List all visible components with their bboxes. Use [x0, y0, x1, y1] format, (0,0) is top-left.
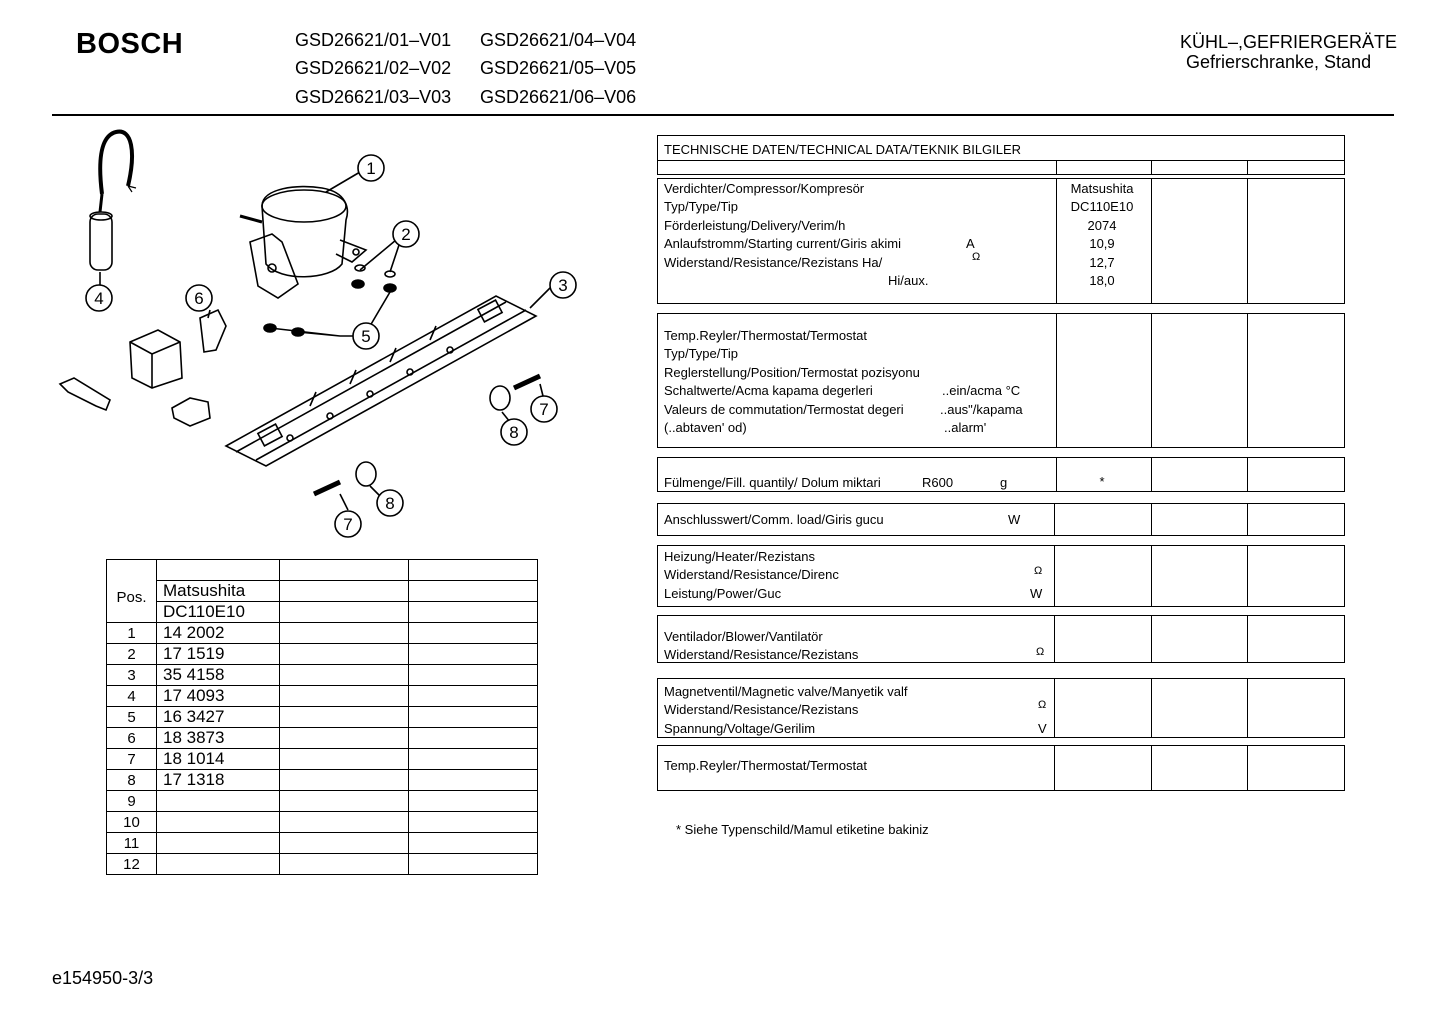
part-number-cell: 17 1519 [157, 644, 280, 665]
unit-label: Ω [972, 251, 981, 263]
compressor-label: Typ/Type/Tip [664, 199, 738, 214]
table-row [107, 707, 538, 728]
unit-label: V [1038, 721, 1047, 736]
pos-cell: 12 [107, 854, 157, 875]
table-row [107, 623, 538, 644]
model-number: GSD26621/04–V04 [480, 30, 637, 50]
callout-label: 4 [94, 289, 104, 308]
pos-cell: 10 [107, 812, 157, 833]
pos-cell: 5 [107, 707, 157, 728]
compressor-label: Verdichter/Compressor/Kompresör [664, 181, 865, 196]
table-row [107, 770, 538, 791]
thermostat2-box [657, 745, 1345, 791]
callout-label: 5 [361, 327, 371, 346]
pos-cell: 9 [107, 791, 157, 812]
pos-header: Pos. [107, 560, 157, 623]
exploded-parts-diagram [40, 122, 630, 552]
load-box [657, 503, 1345, 536]
heater-label: Heizung/Heater/Rezistans [664, 549, 816, 564]
table-row [107, 812, 538, 833]
parts-table [106, 559, 538, 875]
thermostat-suffix: ..ein/acma °C [942, 383, 1021, 398]
pos-cell: 1 [107, 623, 157, 644]
unit-label: Ω [1036, 646, 1045, 658]
model-number: GSD26621/05–V05 [480, 58, 637, 78]
thermostat2-label: Temp.Reyler/Thermostat/Termostat [664, 758, 868, 773]
compressor-label: Förderleistung/Delivery/Verim/h [664, 218, 846, 233]
part-number-cell: 35 4158 [157, 665, 280, 686]
thermostat-label: Temp.Reyler/Thermostat/Termostat [664, 328, 868, 343]
valve-label: Widerstand/Resistance/Rezistans [664, 702, 859, 717]
part-number-cell [157, 791, 280, 812]
callout-label: 3 [558, 276, 568, 295]
pos-cell: 8 [107, 770, 157, 791]
unit-label: Ω [1034, 565, 1043, 577]
table-row [107, 749, 538, 770]
value-cell: 12,7 [1089, 255, 1115, 270]
fill-quantity-box [657, 457, 1345, 492]
callout-label: 7 [539, 400, 549, 419]
refrigerant-label: R600 [922, 475, 954, 490]
unit-label: A [966, 236, 975, 251]
load-label: Anschlusswert/Comm. load/Giris gucu [664, 512, 884, 527]
valve-label: Spannung/Voltage/Gerilim [664, 721, 816, 736]
compressor-label: Hi/aux. [888, 273, 929, 288]
thermostat-label: Reglerstellung/Position/Termostat pozisyonu [664, 365, 920, 380]
model-number: GSD26621/06–V06 [480, 87, 637, 107]
thermostat-label: Typ/Type/Tip [664, 346, 738, 361]
value-cell: Matsushita [1070, 181, 1134, 196]
valve-box [657, 678, 1345, 738]
document-id: e154950-3/3 [52, 968, 154, 988]
table-row [107, 686, 538, 707]
value-cell: * [1099, 474, 1105, 489]
model-number: GSD26621/02–V02 [295, 58, 452, 78]
valve-label: Magnetventil/Magnetic valve/Manyetik valf [664, 684, 908, 699]
callout-label: 6 [194, 289, 204, 308]
table-row [107, 791, 538, 812]
category-subtitle: Gefrierschranke, Stand [1186, 52, 1372, 72]
model-number: GSD26621/03–V03 [295, 87, 452, 107]
compressor-label: Widerstand/Resistance/Rezistans Ha/ [664, 255, 883, 270]
part-number-cell: 17 1318 [157, 770, 280, 791]
part-number-cell [157, 812, 280, 833]
unit-label: W [1030, 586, 1043, 601]
pos-cell: 7 [107, 749, 157, 770]
heater-label: Leistung/Power/Guc [664, 586, 782, 601]
unit-label: g [1000, 475, 1008, 490]
value-cell: 2074 [1087, 218, 1117, 233]
blower-label: Ventilador/Blower/Vantilatör [664, 629, 823, 644]
heater-box [657, 545, 1345, 607]
value-cell: 10,9 [1089, 236, 1115, 251]
blower-box [657, 615, 1345, 663]
callout-label: 8 [385, 494, 395, 513]
table-row [107, 644, 538, 665]
thermostat-suffix: ..aus"/kapama [940, 402, 1023, 417]
part-number-cell: 16 3427 [157, 707, 280, 728]
pos-cell: 4 [107, 686, 157, 707]
blower-label: Widerstand/Resistance/Rezistans [664, 647, 859, 662]
part-number-cell: 17 4093 [157, 686, 280, 707]
thermostat-data-box [657, 313, 1345, 448]
callout-label: 2 [401, 225, 411, 244]
part-number-cell: 14 2002 [157, 623, 280, 644]
thermostat-label: Schaltwerte/Acma kapama degerleri [664, 383, 873, 398]
brand-logo: BOSCH [76, 28, 184, 60]
fill-label: Fülmenge/Fill. quantily/ Dolum miktari [664, 475, 881, 490]
part-number-cell: 18 1014 [157, 749, 280, 770]
compressor-type-cell: DC110E10 [157, 602, 280, 623]
pos-cell: 3 [107, 665, 157, 686]
value-cell: 18,0 [1089, 273, 1115, 288]
callout-label: 1 [366, 159, 376, 178]
category-title: KÜHL–,GEFRIERGERÄTE [1180, 32, 1398, 52]
table-row [107, 854, 538, 875]
callout-label: 8 [509, 423, 519, 442]
unit-label: W [1008, 512, 1021, 527]
thermostat-label: (..abtaven' od) [664, 420, 747, 435]
footnote: * Siehe Typenschild/Mamul etiketine bakiniz [676, 822, 929, 837]
pos-cell: 2 [107, 644, 157, 665]
pos-cell: 11 [107, 833, 157, 854]
pos-cell: 6 [107, 728, 157, 749]
compressor-label: Anlaufstromm/Starting current/Giris akimi [664, 236, 901, 251]
callout-label: 7 [343, 515, 353, 534]
value-cell: DC110E10 [1070, 199, 1134, 214]
manufacturer-cell: Matsushita [157, 581, 280, 602]
part-number-cell [157, 854, 280, 875]
part-number-cell [157, 833, 280, 854]
thermostat-suffix: ..alarm' [944, 420, 987, 435]
unit-label: Ω [1038, 699, 1047, 711]
table-row [107, 833, 538, 854]
compressor-data-box [657, 178, 1345, 304]
thermostat-label: Valeurs de commutation/Termostat degeri [664, 402, 904, 417]
heater-label: Widerstand/Resistance/Direnc [664, 567, 839, 582]
table-row [107, 665, 538, 686]
table-row [107, 728, 538, 749]
part-number-cell: 18 3873 [157, 728, 280, 749]
header-rule [52, 114, 1394, 116]
model-number: GSD26621/01–V01 [295, 30, 452, 50]
tech-title-box [657, 135, 1345, 175]
tech-title: TECHNISCHE DATEN/TECHNICAL DATA/TEKNIK BILGILER [664, 142, 1022, 157]
